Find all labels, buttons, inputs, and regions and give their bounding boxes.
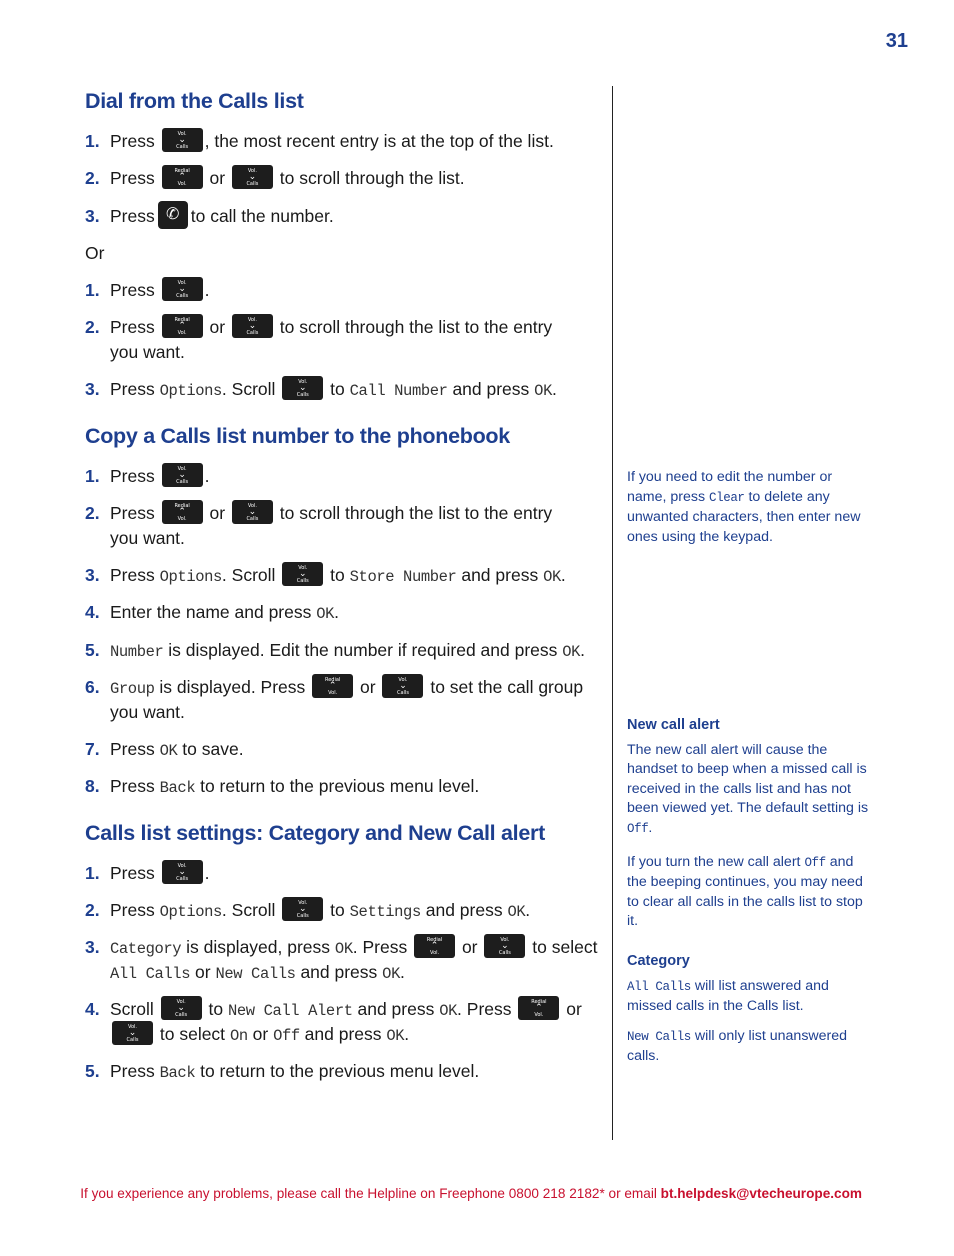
settings-step-1: 1. Press Vol. ⌄ Calls . bbox=[85, 860, 209, 886]
chevron-up-icon: ⌃ bbox=[178, 320, 186, 331]
copy-step-5: 5. Number is displayed. Edit the number if required and press OK. bbox=[85, 640, 585, 661]
chevron-down-icon: ⌄ bbox=[128, 1027, 137, 1038]
calls-button: Vol. ⌄ Calls bbox=[282, 376, 323, 400]
sidebar-category: Category All Calls will list answered and missed calls in the Calls list. New Calls will only list unanswered calls. bbox=[627, 952, 872, 1067]
settings-step-5: 5. Press Back to return to the previous menu level. bbox=[85, 1061, 480, 1082]
calls-button: Vol. ⌄ Calls bbox=[162, 860, 203, 884]
column-divider bbox=[612, 86, 613, 1140]
calls-button: Vol. ⌄ Calls bbox=[161, 996, 202, 1020]
copy-step-8: 8. Press Back to return to the previous menu level. bbox=[85, 776, 480, 797]
redial-button: Redial ⌃ Vol. bbox=[162, 500, 203, 524]
chevron-down-icon: ⌄ bbox=[299, 568, 307, 579]
or-label: Or bbox=[85, 243, 105, 263]
chevron-down-icon: ⌄ bbox=[178, 866, 186, 877]
copy-step-7: 7. Press OK to save. bbox=[85, 739, 244, 760]
sidebar-tip-edit: If you need to edit the number or name, press Clear to delete any unwanted characters, then enter new ones using the keypad. bbox=[627, 469, 861, 545]
section-title-dial: Dial from the Calls list bbox=[85, 89, 304, 113]
settings-step-4-cont: Vol. ⌄ Calls to select On or Off and press OK. bbox=[110, 1021, 409, 1047]
dial-step-3: 3. Press ✆ to call the number. bbox=[85, 203, 334, 229]
sidebar-heading: Category bbox=[627, 953, 690, 969]
copy-step-1: 1. Press Vol. ⌄ Calls . bbox=[85, 463, 209, 489]
dial-step-2: 2. Press Redial ⌃ Vol. or Vol. ⌄ Calls to scroll through the list. bbox=[85, 165, 465, 191]
dial-alt-step-2-cont: you want. bbox=[110, 342, 185, 362]
chevron-down-icon: ⌄ bbox=[248, 320, 257, 331]
section-title-settings: Calls list settings: Category and New Call alert bbox=[85, 821, 545, 845]
handset-icon: ✆ bbox=[158, 201, 188, 229]
chevron-down-icon: ⌄ bbox=[178, 469, 186, 480]
chevron-down-icon: ⌄ bbox=[248, 506, 257, 517]
chevron-up-icon: ⌃ bbox=[430, 940, 439, 951]
calls-button: Vol. ⌄ Calls bbox=[232, 165, 273, 189]
redial-button: Redial ⌃ Vol. bbox=[414, 934, 455, 958]
dial-step-1: 1. Press Vol. ⌄ Calls , the most recent entry is at the top of the list. bbox=[85, 128, 554, 154]
redial-button: Redial ⌃ Vol. bbox=[162, 314, 203, 338]
settings-step-2: 2. Press Options. Scroll Vol. ⌄ Calls to Settings and press OK. bbox=[85, 897, 530, 923]
chevron-down-icon: ⌄ bbox=[399, 680, 407, 691]
chevron-up-icon: ⌃ bbox=[178, 506, 186, 517]
chevron-down-icon: ⌄ bbox=[177, 1002, 185, 1013]
dial-alt-step-2: 2. Press Redial ⌃ Vol. or Vol. ⌄ Calls to scroll through the list to the entry bbox=[85, 314, 552, 340]
chevron-up-icon: ⌃ bbox=[535, 1002, 543, 1013]
copy-step-4: 4. Enter the name and press OK. bbox=[85, 602, 339, 623]
calls-button: Vol. ⌄ Calls bbox=[484, 934, 525, 958]
chevron-down-icon: ⌄ bbox=[299, 903, 307, 914]
calls-button: Vol. ⌄ Calls bbox=[162, 277, 203, 301]
settings-step-3: 3. Category is displayed, press OK. Press Redial ⌃ Vol. or Vol. ⌄ Calls to select bbox=[85, 934, 597, 960]
dial-alt-step-3: 3. Press Options. Scroll Vol. ⌄ Calls to Call Number and press OK. bbox=[85, 376, 557, 402]
footer-helpline: If you experience any problems, please call the Helpline on Freephone 0800 218 2182* or email bt.helpdesk@vtecheurope.com bbox=[80, 1186, 862, 1201]
chevron-up-icon: ⌃ bbox=[328, 680, 337, 691]
copy-step-6: 6. Group is displayed. Press Redial ⌃ Vol. or Vol. ⌄ Calls to set the call group bbox=[85, 674, 583, 700]
chevron-down-icon: ⌄ bbox=[299, 382, 307, 393]
helpdesk-email[interactable]: bt.helpdesk@vtecheurope.com bbox=[660, 1186, 862, 1201]
chevron-down-icon: ⌄ bbox=[178, 283, 186, 294]
calls-button: Vol. ⌄ Calls bbox=[282, 562, 323, 586]
dial-alt-step-1: 1. Press Vol. ⌄ Calls . bbox=[85, 277, 209, 303]
chevron-down-icon: ⌄ bbox=[248, 171, 257, 182]
chevron-up-icon: ⌃ bbox=[178, 171, 186, 182]
section-title-copy: Copy a Calls list number to the phonebook bbox=[85, 424, 510, 448]
page-number: 31 bbox=[885, 30, 908, 52]
copy-step-2-cont: you want. bbox=[110, 528, 185, 548]
copy-step-2: 2. Press Redial ⌃ Vol. or Vol. ⌄ Calls to scroll through the list to the entry bbox=[85, 500, 552, 526]
sidebar-new-call-alert: New call alert The new call alert will cause the handset to beep when a missed call is received in the calls list and has not been viewed yet. The default setting is Off. If you turn the new call alert Off and the beeping continues, you may need to clear all calls in the calls list to stop it. bbox=[627, 716, 872, 932]
redial-button: Redial ⌃ Vol. bbox=[162, 165, 203, 189]
calls-button: Vol. ⌄ Calls bbox=[112, 1021, 153, 1045]
calls-button: Vol. ⌄ Calls bbox=[232, 500, 273, 524]
calls-button: Vol. ⌄ Calls bbox=[232, 314, 273, 338]
redial-button: Redial ⌃ Vol. bbox=[312, 674, 353, 698]
calls-button: Vol. ⌄ Calls bbox=[382, 674, 423, 698]
sidebar-heading: New call alert bbox=[627, 717, 720, 733]
chevron-down-icon: ⌄ bbox=[178, 134, 186, 145]
chevron-down-icon: ⌄ bbox=[501, 940, 509, 951]
calls-button: Vol. ⌄ Calls bbox=[282, 897, 323, 921]
calls-button: Vol. ⌄ Calls bbox=[162, 128, 203, 152]
settings-step-3-cont: All Calls or New Calls and press OK. bbox=[110, 962, 405, 983]
copy-step-6-cont: you want. bbox=[110, 702, 185, 722]
settings-step-4: 4. Scroll Vol. ⌄ Calls to New Call Alert and press OK. Press Redial ⌃ Vol. or bbox=[85, 996, 582, 1022]
calls-button: Vol. ⌄ Calls bbox=[162, 463, 203, 487]
copy-step-3: 3. Press Options. Scroll Vol. ⌄ Calls to Store Number and press OK. bbox=[85, 562, 566, 588]
redial-button: Redial ⌃ Vol. bbox=[518, 996, 559, 1020]
